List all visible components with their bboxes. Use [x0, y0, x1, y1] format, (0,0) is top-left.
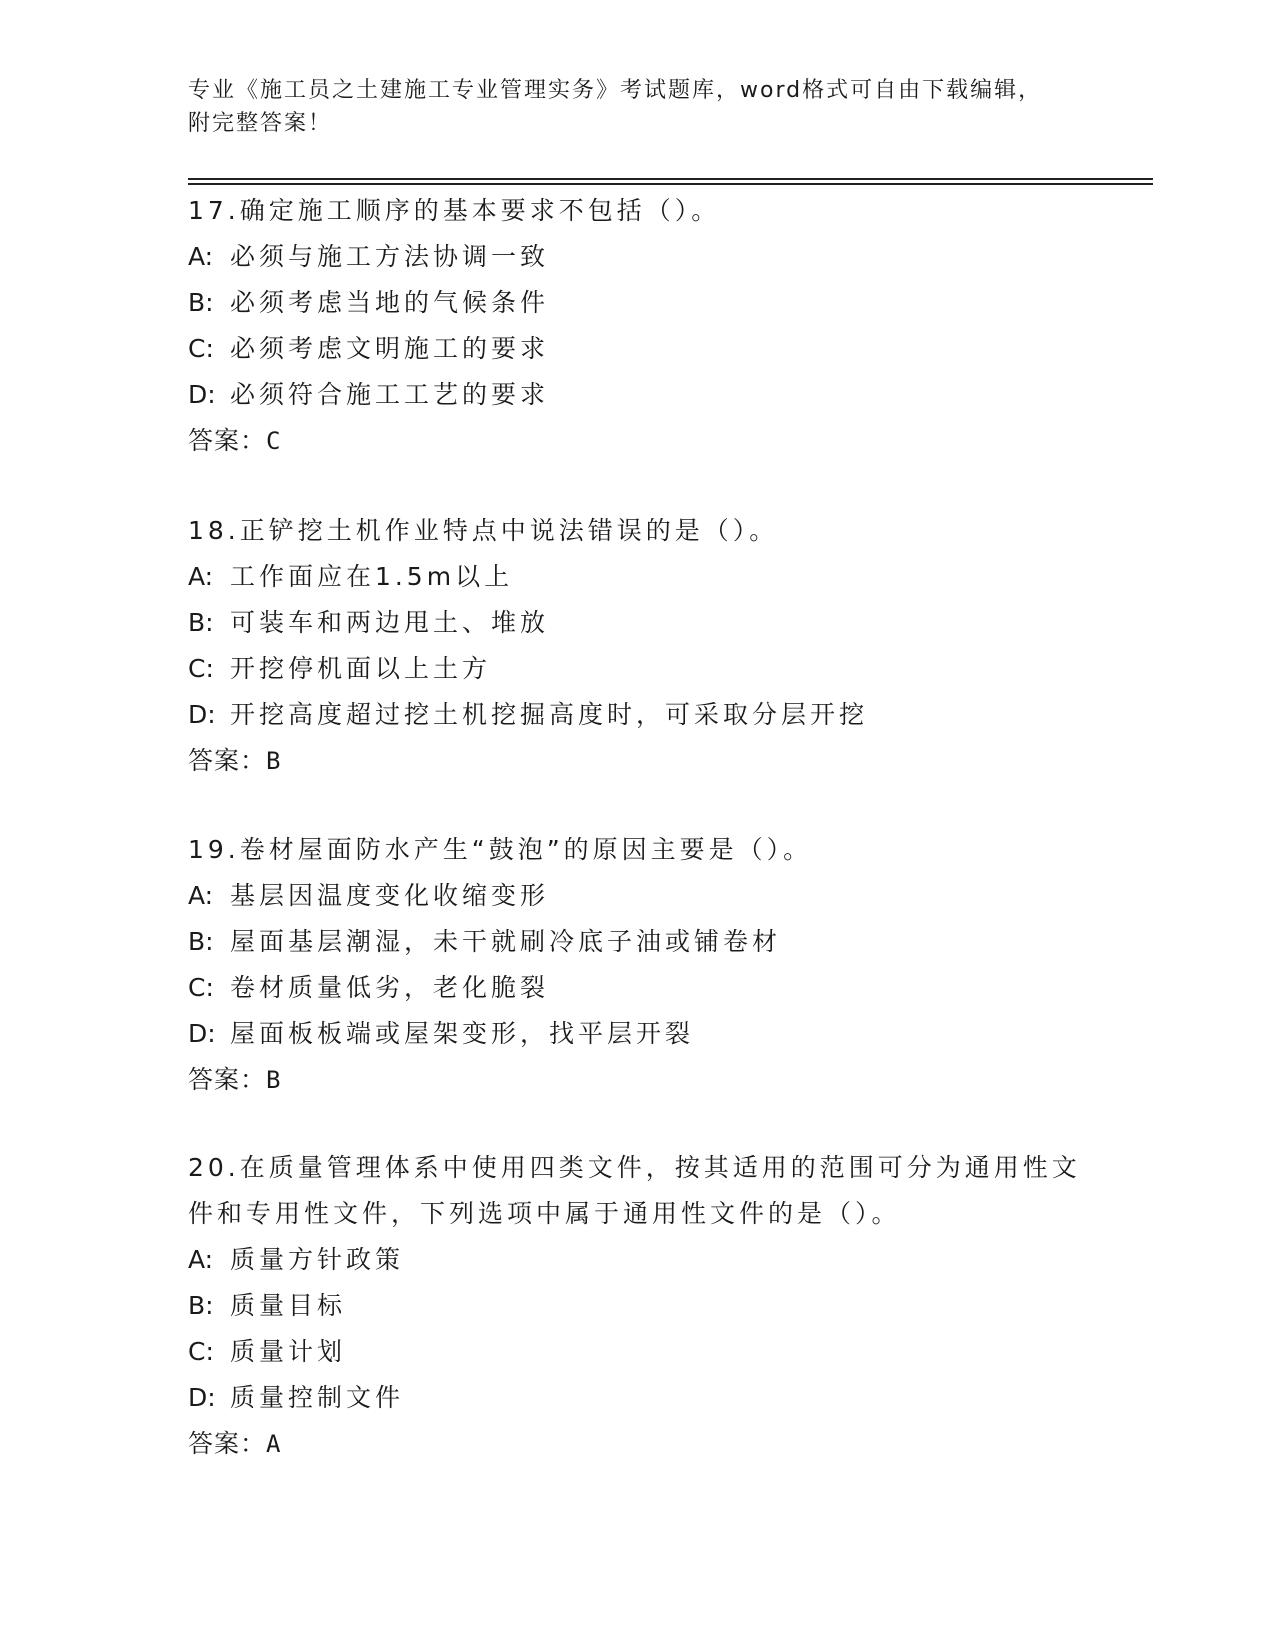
option-letter: C:: [188, 334, 214, 363]
option-letter: D:: [188, 700, 216, 729]
option-letter: A:: [188, 881, 214, 910]
option-text: 必须考虑当地的气候条件: [229, 288, 549, 317]
answer-label: 答案：: [188, 1065, 267, 1094]
option-text: 开挖高度超过挖土机挖掘高度时，可采取分层开挖: [229, 700, 868, 729]
option-text: 屋面基层潮湿，未干就刷冷底子油或铺卷材: [229, 927, 781, 956]
option-a: [188, 554, 1088, 600]
question-18: [188, 508, 1088, 784]
answer-label: 答案：: [188, 426, 267, 455]
option-a: [188, 1237, 1088, 1283]
option-letter: C:: [188, 1337, 214, 1366]
option-c: [188, 965, 1088, 1011]
option-c: [188, 326, 1088, 372]
option-text: 必须考虑文明施工的要求: [229, 334, 549, 363]
header-divider-top: [188, 178, 1153, 180]
answer-line: [188, 738, 1088, 784]
option-letter: A:: [188, 562, 214, 591]
option-letter: A:: [188, 242, 214, 271]
option-letter: C:: [188, 973, 214, 1002]
option-text: 必须符合施工工艺的要求: [229, 380, 549, 409]
option-text: 质量目标: [229, 1291, 346, 1320]
question-stem: 17.确定施工顺序的基本要求不包括（）。: [188, 196, 721, 225]
option-text: 基层因温度变化收缩变形: [229, 881, 549, 910]
option-letter: D:: [188, 380, 216, 409]
question-stem: 20.在质量管理体系中使用四类文件，按其适用的范围可分为通用性文件和专用性文件，下列选项中属于通用性文件的是（）。: [188, 1153, 1081, 1228]
option-text: 工作面应在1.5m以上: [229, 562, 514, 591]
question-stem: 18.正铲挖土机作业特点中说法错误的是（）。: [188, 516, 779, 545]
option-d: [188, 1011, 1088, 1057]
answer-value: C: [266, 427, 282, 455]
option-letter: A:: [188, 1245, 214, 1274]
option-b: [188, 600, 1088, 646]
header-divider-bottom: [188, 183, 1153, 185]
answer-value: A: [266, 1430, 282, 1458]
option-letter: D:: [188, 1383, 216, 1412]
question-20: [188, 1145, 1088, 1467]
option-d: [188, 1375, 1088, 1421]
header-line-2: 附完整答案！: [188, 111, 333, 136]
option-a: [188, 234, 1088, 280]
option-b: [188, 1283, 1088, 1329]
option-text: 质量计划: [229, 1337, 346, 1366]
option-text: 质量方针政策: [229, 1245, 404, 1274]
document-header: [188, 74, 1088, 140]
option-letter: B:: [188, 927, 214, 956]
question-17: [188, 188, 1088, 464]
answer-value: B: [266, 747, 282, 775]
answer-line: [188, 418, 1088, 464]
question-19: [188, 827, 1088, 1103]
option-text: 屋面板板端或屋架变形，找平层开裂: [229, 1019, 694, 1048]
option-c: [188, 646, 1088, 692]
option-text: 质量控制文件: [229, 1383, 404, 1412]
option-a: [188, 873, 1088, 919]
option-text: 必须与施工方法协调一致: [229, 242, 549, 271]
option-text: 开挖停机面以上土方: [229, 654, 491, 683]
answer-line: [188, 1421, 1088, 1467]
question-stem: 19.卷材屋面防水产生“鼓泡”的原因主要是（）。: [188, 835, 813, 864]
option-letter: B:: [188, 288, 214, 317]
option-d: [188, 692, 1088, 738]
header-line-1: 专业《施工员之土建施工专业管理实务》考试题库，word格式可自由下载编辑，: [188, 78, 1043, 103]
option-d: [188, 372, 1088, 418]
option-b: [188, 919, 1088, 965]
answer-line: [188, 1057, 1088, 1103]
option-text: 可装车和两边甩土、堆放: [229, 608, 549, 637]
option-c: [188, 1329, 1088, 1375]
option-letter: B:: [188, 1291, 214, 1320]
answer-value: B: [266, 1066, 282, 1094]
option-text: 卷材质量低劣，老化脆裂: [229, 973, 549, 1002]
option-letter: B:: [188, 608, 214, 637]
answer-label: 答案：: [188, 746, 267, 775]
option-letter: D:: [188, 1019, 216, 1048]
answer-label: 答案：: [188, 1429, 267, 1458]
option-b: [188, 280, 1088, 326]
option-letter: C:: [188, 654, 214, 683]
